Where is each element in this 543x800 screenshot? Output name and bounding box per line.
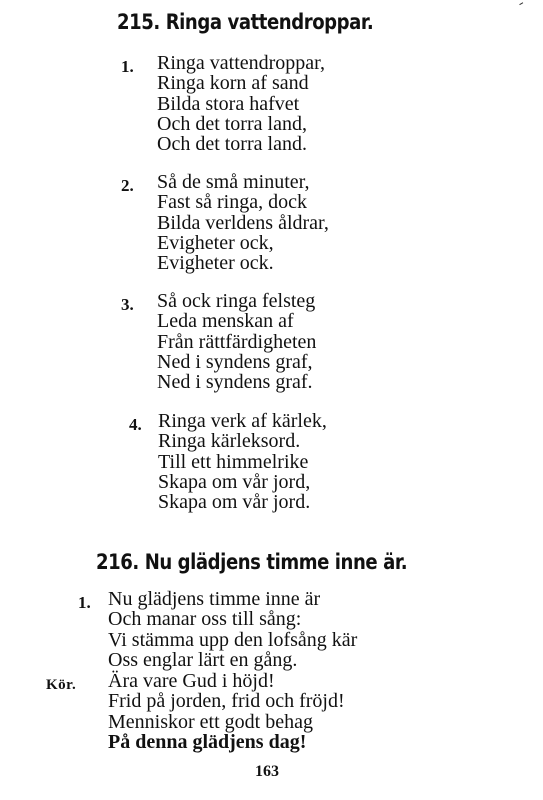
hymn-215-title: 215. Ringa vattendroppar.: [117, 10, 374, 34]
chorus-label: Kör.: [46, 677, 77, 693]
verse-line: Ringa vattendroppar,: [157, 52, 326, 74]
hymn-215-stanza-2: [157, 172, 329, 273]
verse-line: Evigheter ock.: [157, 252, 274, 275]
hymn-216-stanza-1: [108, 589, 357, 670]
verse-line: Ringa verk af kärlek,: [158, 410, 327, 432]
page-number: 163: [255, 763, 279, 780]
verse-line: Frid på jorden, frid och fröjd!: [108, 690, 345, 713]
verse-line: Från rättfärdigheten: [157, 330, 317, 353]
hymn-215-stanza-4: [158, 411, 327, 512]
verse-line: Leda menskan af: [157, 310, 294, 333]
stanza-number: 1.: [78, 593, 91, 612]
verse-line: Ned i syndens graf.: [157, 371, 313, 394]
verse-line: Ringa kärleksord.: [158, 430, 301, 453]
verse-line: Och det torra land,: [157, 112, 307, 135]
page-mark: [519, 2, 524, 7]
verse-line: Nu glädjens timme inne är: [108, 588, 321, 610]
stanza-number: 4.: [129, 415, 142, 434]
verse-line: På denna glädjens dag!: [108, 730, 307, 753]
verse-line: Till ett himmelrike: [158, 450, 309, 473]
verse-line: Så ock ringa felsteg: [157, 290, 316, 312]
stanza-number: 3.: [121, 295, 134, 314]
hymn-216-title: 216. Nu glädjens timme inne är.: [96, 550, 408, 574]
verse-line: Bilda verldens åldrar,: [157, 211, 329, 234]
verse-line: Vi stämma upp den lofsång kär: [108, 628, 358, 651]
verse-line: Evigheter ock,: [157, 231, 274, 254]
hymn-215-stanza-3: [157, 291, 316, 392]
verse-line: Bilda stora hafvet: [157, 92, 300, 115]
stanza-number: 2.: [121, 176, 134, 195]
verse-line: Menniskor ett godt behag: [108, 710, 313, 733]
verse-line: Ära vare Gud i höjd!: [108, 670, 275, 692]
verse-line: Och det torra land.: [157, 133, 307, 156]
verse-line: Och manar oss till sång:: [108, 608, 302, 631]
verse-line: Ringa korn af sand: [157, 72, 309, 95]
verse-line: Skapa om vår jord,: [158, 470, 311, 493]
verse-line: Skapa om vår jord.: [158, 491, 311, 514]
hymn-215-stanza-1: [157, 53, 325, 154]
verse-line: Ned i syndens graf,: [157, 350, 313, 373]
hymn-216-chorus: [108, 671, 345, 752]
verse-line: Oss englar lärt en gång.: [108, 648, 298, 671]
verse-line: Så de små minuter,: [157, 171, 310, 193]
verse-line: Fast så ringa, dock: [157, 191, 307, 214]
stanza-number: 1.: [121, 57, 134, 76]
